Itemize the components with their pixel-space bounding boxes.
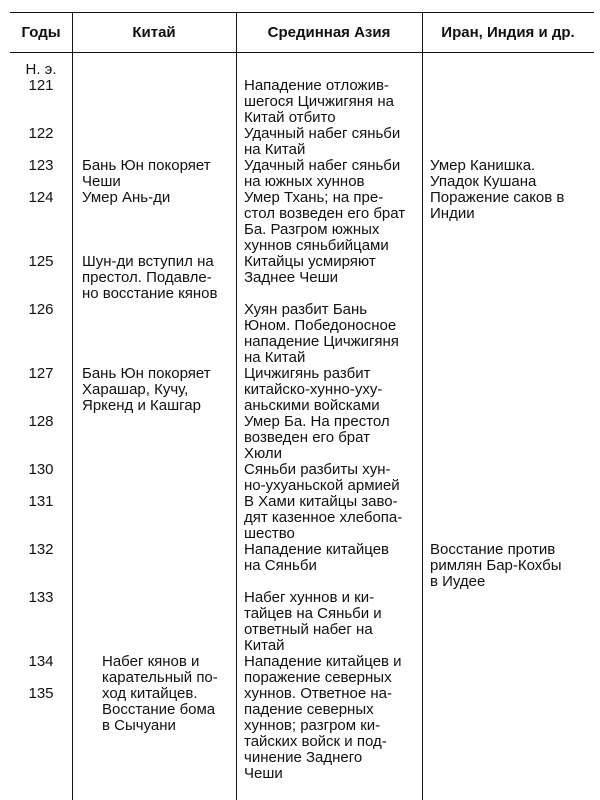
year-cell: 128 [28,413,54,430]
china-cell: Шун-ди вступил на престол. Подавле- но восстание кянов [82,253,218,302]
iran-india-cell: Умер Канишка. Упадок Кушана [430,157,537,190]
central-asia-cell: Умер Тхань; на пре- стол возведен его брат Ба. Разгром южных хуннов сяньбийцами [244,189,406,254]
iran-india-cell: Поражение саков в Индии [430,189,565,222]
header-central-asia: Срединная Азия [267,24,391,41]
iran-india-cell: Восстание против римлян Бар-Кохбы в Иудее [430,541,562,590]
central-asia-cell: Цичжигянь разбит китайско-хунно-уху- аньскими войсками [244,365,383,414]
central-asia-cell: Набег хуннов и ки- тайцев на Сяньби и ответный набег на Китай [244,589,382,654]
year-cell: 125 [28,253,54,270]
table-top-rule [10,12,594,13]
central-asia-cell: Удачный набег сяньби на Китай [244,125,401,158]
central-asia-cell: В Хами китайцы заво- дят казенное хлебопа- шество [244,493,403,542]
year-cell: 131 [28,493,54,510]
year-cell: 126 [28,301,54,318]
china-cell: Бань Юн покоряет Харашар, Кучу, Яркенд и Кашгар [82,365,211,414]
china-cell: Умер Ань-ди [82,189,171,206]
column-divider [236,12,237,800]
central-asia-cell: Умер Ба. На престол возведен его брат Хюли [244,413,390,462]
year-cell: 135 [28,685,54,702]
central-asia-cell: Хуян разбит Бань Юном. Победоносное нападение Цичжигяня на Китай [244,301,399,366]
china-cell: Набег кянов и карательный по- ход китайцев. Восстание бома в Сычуани [102,653,218,734]
year-cell: 130 [28,461,54,478]
table-header-rule [10,52,594,53]
central-asia-cell: Сяньби разбиты хун- но-ухуаньской армией [244,461,400,494]
central-asia-cell: Нападение китайцев на Сяньби [244,541,390,574]
era-label: Н. э. [25,61,57,78]
header-china: Китай [132,24,176,41]
year-cell: 124 [28,189,54,206]
column-divider [422,12,423,800]
year-cell: 123 [28,157,54,174]
header-years: Годы [21,24,61,41]
central-asia-cell: Удачный набег сяньби на южных хуннов [244,157,401,190]
year-cell: 134 [28,653,54,670]
year-cell: 127 [28,365,54,382]
central-asia-cell: Нападение китайцев и поражение северных хуннов. Ответное на- падение северных хуннов; разгром ки- тайских войск и под- чинение Заднего Чеши [244,653,402,782]
column-divider [72,12,73,800]
central-asia-cell: Нападение отложив- шегося Цичжигяня на Китай отбито [244,77,394,126]
header-iran-india: Иран, Индия и др. [441,24,575,41]
central-asia-cell: Китайцы усмиряют Заднее Чеши [244,253,376,286]
year-cell: 133 [28,589,54,606]
year-cell: 121 [28,77,54,94]
year-cell: 122 [28,125,54,142]
china-cell: Бань Юн покоряет Чеши [82,157,211,190]
year-cell: 132 [28,541,54,558]
